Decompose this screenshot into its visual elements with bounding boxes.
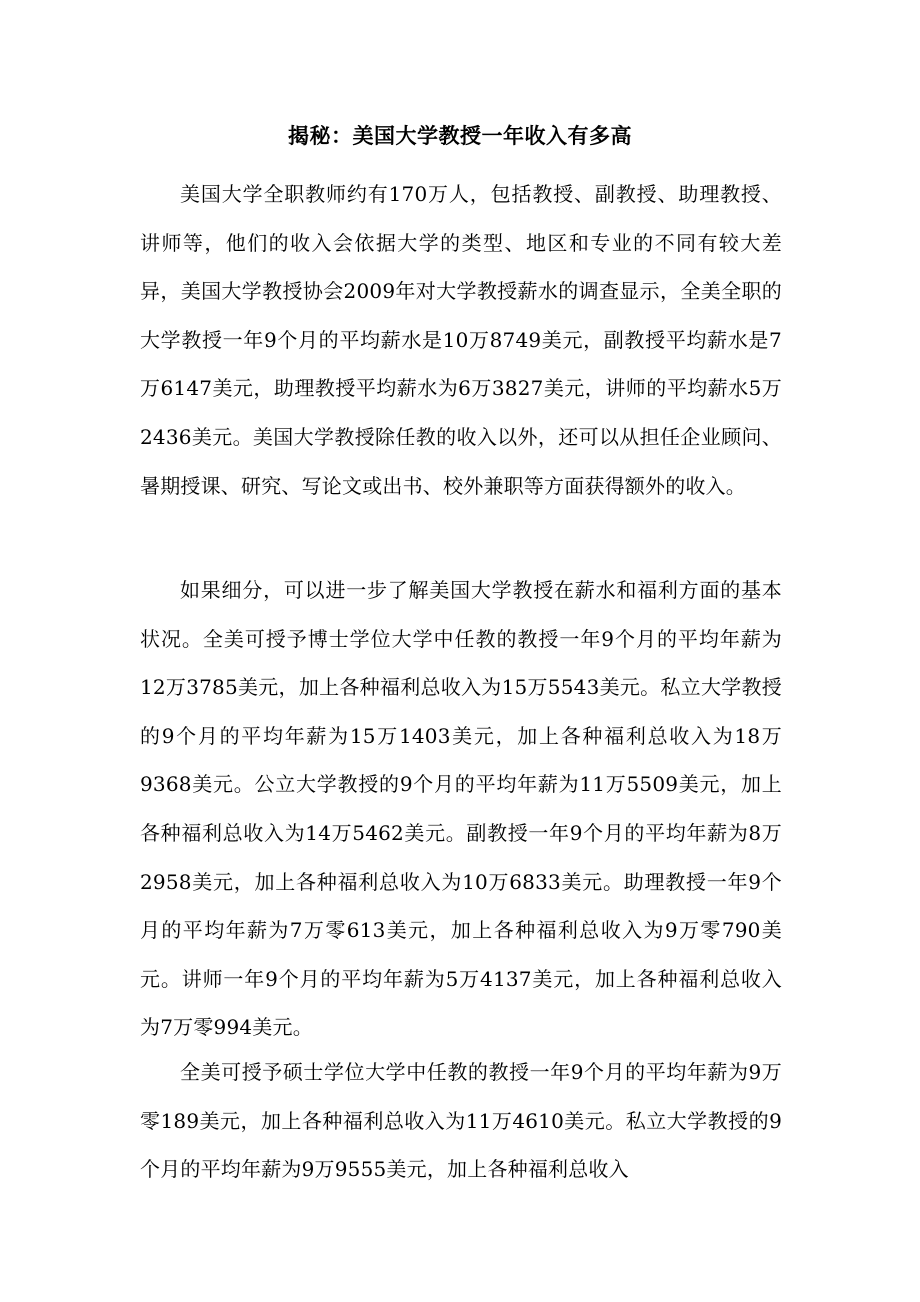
paragraph-masters-universities: 全美可授予硕士学位大学中任教的教授一年9个月的平均年薪为9万零189美元，加上各种福利总收入为11万4610美元。私立大学教授的9个月的平均年薪为9万9555美元，加上各种福利总收入 (140, 1060, 782, 1182)
paragraph-overall-salaries: 美国大学全职教师约有170万人，包括教授、副教授、助理教授、讲师等，他们的收入会依据大学的类型、地区和专业的不同有较大差异，美国大学教授协会2009年对大学教授薪水的调查显示，全美全职的大学教授一年9个月的平均薪水是10万8749美元，副教授平均薪水是7万6147美元，助理教授平均薪水为6万3827美元，讲师的平均薪水5万2436美元。美国大学教授除任教的收入以外，还可以从担任企业顾问、暑期授课、研究、写论文或出书、校外兼职等方面获得额外的收入。 (140, 182, 782, 498)
paragraph-doctoral-universities: 如果细分，可以进一步了解美国大学教授在薪水和福利方面的基本状况。全美可授予博士学位大学中任教的教授一年9个月的平均年薪为12万3785美元，加上各种福利总收入为15万5543美元。私立大学教授的9个月的平均年薪为15万1403美元，加上各种福利总收入为18万9368美元。公立大学教授的9个月的平均年薪为11万5509美元，加上各种福利总收入为14万5462美元。副教授一年9个月的平均年薪为8万2958美元，加上各种福利总收入为10万6833美元。助理教授一年9个月的平均年薪为7万零613美元，加上各种福利总收入为9万零790美元。讲师一年9个月的平均年薪为5万4137美元，加上各种福利总收入为7万零994美元。 (140, 578, 782, 1040)
document-title: 揭秘：美国大学教授一年收入有多高 (288, 123, 632, 148)
